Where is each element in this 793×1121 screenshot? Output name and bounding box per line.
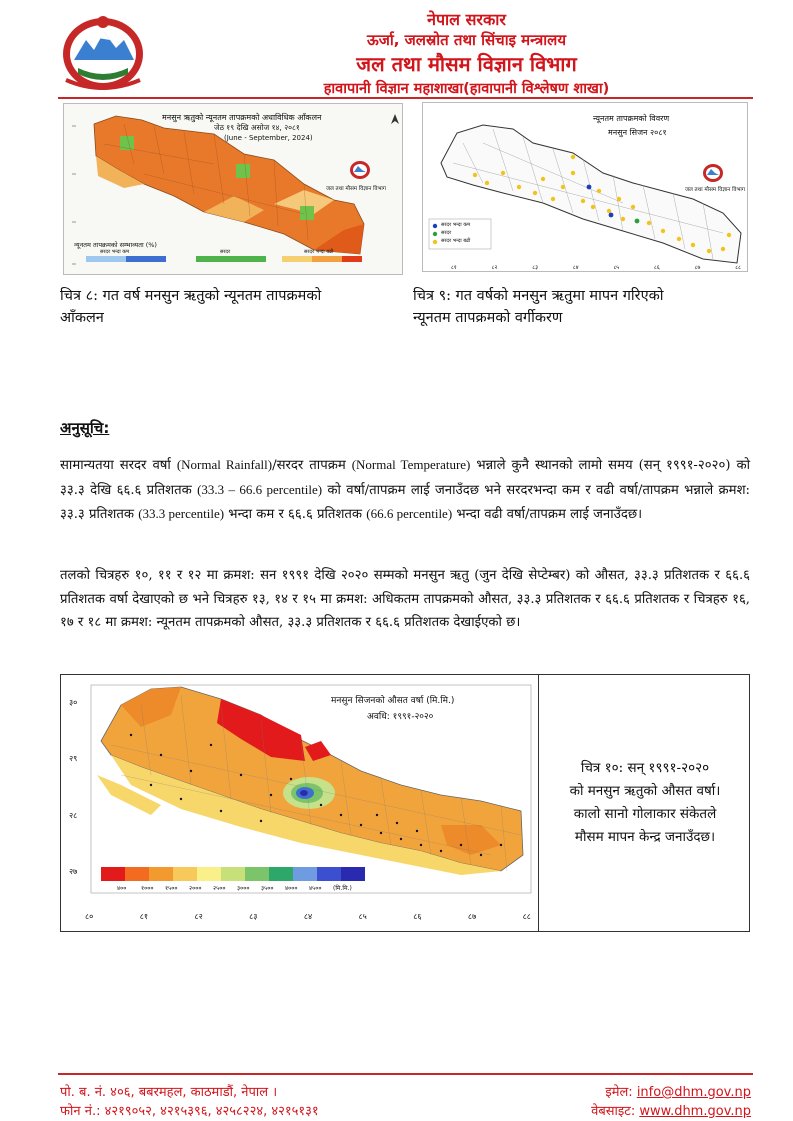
fig8-caption-line1: चित्र ८: गत वर्ष मनसुन ऋतुको न्यूनतम तापक्रमको (60, 288, 322, 304)
fig10-legend-label: ३५०० (261, 885, 274, 892)
fig10-caption (541, 675, 749, 931)
fig9-caption-line2: न्यूनतम तापक्रमको वर्गीकरण (413, 310, 563, 326)
fig10-xtick: ८५ (358, 912, 367, 921)
fig9-agency: जल तथा मौसम विज्ञान विभाग (685, 187, 745, 193)
fig9-legend-normal: सरदर (441, 230, 452, 236)
fig10-legend-label: २५०० (213, 885, 226, 892)
fig8-agency: जल तथा मौसम विज्ञान विभाग (326, 186, 386, 192)
footer-email-link[interactable]: info@dhm.gov.np (636, 1085, 751, 1100)
fig10-xtick: ८० (85, 912, 94, 921)
footer-email (605, 1082, 751, 1100)
p1-normal-temperature: (Normal Temperature) (351, 457, 471, 472)
fig9-xtick: ८३ (532, 265, 538, 271)
fig10-table (60, 674, 750, 932)
fig8-agency-emblem-icon (350, 161, 370, 179)
fig9-xtick: ८६ (654, 265, 660, 271)
fig9-caption-line1: चित्र ९: गत वर्षको मनसुन ऋतुमा मापन गरिएको (413, 288, 664, 304)
fig10-legend (101, 867, 365, 881)
footer-address: पो. ब. नं. ४०६, बबरमहल, काठमाडौं, नेपाल । (60, 1085, 278, 1100)
fig10-legend-label: १००० (141, 885, 154, 892)
p1-text-i: भन्दा कम र ६६.६ प्रतिशतक (224, 507, 367, 522)
annex-paragraph-1 (60, 453, 750, 527)
p1-text-k: भन्दा वढी वर्षा/तापक्रम लाई जनाउँदछ। (452, 507, 643, 522)
fig10-legend-label: ३००० (237, 885, 250, 892)
fig9-legend-above: सरदर भन्दा बढी (441, 238, 471, 244)
fig9-xtick: ८७ (694, 265, 701, 271)
fig10-ytick: २९ (69, 754, 78, 764)
fig9-map (422, 102, 748, 272)
p1-percentile-33: (33.3 percentile) (138, 506, 225, 521)
p1-text-e: भन्नाले कुनै स्थानको लामो समय (सन् १९९१-२०२०) को ३३.३ देखि ६६.६ प्रतिशतक (60, 458, 751, 498)
fig10-xticks (85, 911, 531, 922)
fig10-caption-line4: मौसम मापन केन्द्र जनाउँदछ। (574, 829, 716, 845)
fig8-map (63, 103, 403, 275)
p1-percentile-66: (66.6 percentile) (366, 506, 453, 521)
fig8-caption-line2: आँकलन (60, 310, 104, 326)
fig10-caption-line2: को मनसुन ऋतुको औसत वर्षा। (569, 783, 721, 799)
fig10-legend-label: ४५०० (309, 885, 322, 892)
footer-website (591, 1101, 751, 1119)
fig10-ytick: ३० (69, 698, 78, 707)
fig10-yticks (69, 697, 77, 877)
fig8-legend-below: सरदर भन्दा कम (100, 249, 130, 255)
fig9-map-subtitle: मनसुन सिजन २०८१ (608, 128, 667, 137)
footer-rule (58, 1073, 753, 1075)
fig9-legend-below: सरदर भन्दा कम (441, 222, 471, 228)
fig10-xtick: ८१ (139, 912, 149, 921)
p1-text-c: /सरदर तापक्रम (272, 458, 352, 473)
fig8-legend-above: सरदर भन्दा बढी (304, 249, 334, 255)
fig8-legend-title: न्यूनतम तापक्रमको सम्भाव्यता (%) (74, 241, 157, 249)
fig9-xtick: ८२ (491, 265, 498, 271)
fig9-xtick: ८५ (613, 265, 620, 271)
annex-paragraph-2: तलको चित्रहरु १०, ११ र १२ मा क्रमश: सन १९९१ देखि २०२० सम्मको मनसुन ऋतु (जुन देखि सेप्टेम्बर) को औसत, ३३.३ प्रतिशतक र ६६.६ प्रतिशतक वर्षा देखाएको छ भने चित्रहरु १३, १४ र १५ मा क्रमश: अधिकतम तापक्रमको औसत, ३३.३ प्रतिशतक र ६६.६ प्रतिशतक र चित्रहरु १६, १७ र १८ मा क्रमश: न्यूनतम तापक्रमको औसत, ३३.३ प्रतिशतक र ६६.६ प्रतिशतक देखाईएको छ। (60, 568, 750, 630)
fig10-xtick: ८२ (194, 912, 203, 921)
fig10-map-title: मनसुन सिजनको औसत वर्षा (मि.मि.) (331, 696, 455, 706)
fig10-map (61, 675, 539, 931)
fig10-legend-labels (117, 884, 352, 892)
footer-website-label: वेबसाइट: (591, 1104, 640, 1119)
north-arrow-icon (391, 114, 399, 124)
fig10-xtick: ८४ (303, 912, 313, 921)
header-rule (58, 97, 753, 99)
fig9-xticks (451, 263, 741, 271)
p1-normal-rainfall: (Normal Rainfall) (176, 457, 273, 472)
fig10-xtick: ८८ (522, 912, 531, 921)
p1-text-g: को वर्षा/तापक्रम लाई जनाउँदछ भने सरदरभन्दा कम र वढी वर्षा/तापक्रम भन्नाले क्रमश: ३३.३ प्रतिशतक (60, 482, 750, 522)
fig10-xtick: ८६ (413, 912, 422, 921)
p1-text-a: सामान्यतया सरदर वर्षा (60, 458, 177, 473)
fig8-map-period: (June - September, 2024) (224, 134, 313, 142)
fig9-agency-emblem-icon (703, 164, 723, 182)
fig10-map-subtitle: अवधि: १९९१-२०२० (367, 712, 434, 722)
fig10-caption-line1: चित्र १०: सन् १९९१-२०२० (580, 760, 710, 776)
fig9-map-title: न्यूनतम तापक्रमको विवरण (593, 114, 670, 123)
fig10-legend-unit: (मि.मि.) (333, 885, 352, 892)
fig10-caption-line3: कालो सानो गोलाकार संकेतले (573, 806, 717, 822)
fig10-legend-label: ४०० (117, 885, 127, 892)
fig10-xtick: ८३ (249, 912, 258, 921)
footer-email-label: इमेल: (605, 1085, 637, 1100)
fig9-xtick: ८१ (451, 265, 457, 271)
fig8-caption (60, 285, 321, 329)
header-government: नेपाल सरकार (427, 10, 506, 29)
fig10-legend-label: ४००० (285, 885, 298, 892)
fig8-map-title: मनसुन ऋतुको न्यूनतम तापक्रमको अधाविधिक आँकलन (162, 113, 322, 122)
fig9-xtick: ८८ (735, 265, 741, 271)
fig10-legend-label: २००० (189, 885, 202, 892)
footer-website-link[interactable]: www.dhm.gov.np (639, 1104, 751, 1119)
nepal-emblem-icon (58, 10, 148, 92)
fig10-ytick: २७ (69, 866, 78, 876)
header-division: हावापानी विज्ञान महाशाखा(हावापानी विश्लेषण शाखा) (323, 81, 610, 97)
fig8-map-subtitle: जेठ १९ देखि असोज १४, २०८१ (214, 123, 300, 132)
fig8-legend-normal: सरदर (220, 249, 231, 255)
fig10-legend-label: १५०० (165, 885, 178, 892)
annex-title: अनुसूचि: (60, 419, 110, 437)
fig9-caption (413, 285, 664, 329)
p1-percentile-range: (33.3 – 66.6 percentile) (197, 481, 323, 497)
header-ministry: ऊर्जा, जलस्रोत तथा सिंचाइ मन्त्रालय (366, 31, 567, 49)
footer-phone: फोन नं.: ४२१९०५२, ४२१५३९६, ४२५८२२४, ४२१५१३१ (60, 1104, 319, 1119)
header-department: जल तथा मौसम विज्ञान विभाग (356, 52, 577, 76)
fig10-ytick: २८ (69, 810, 78, 820)
fig9-xtick: ८४ (572, 265, 579, 271)
fig10-xtick: ८७ (467, 912, 477, 921)
